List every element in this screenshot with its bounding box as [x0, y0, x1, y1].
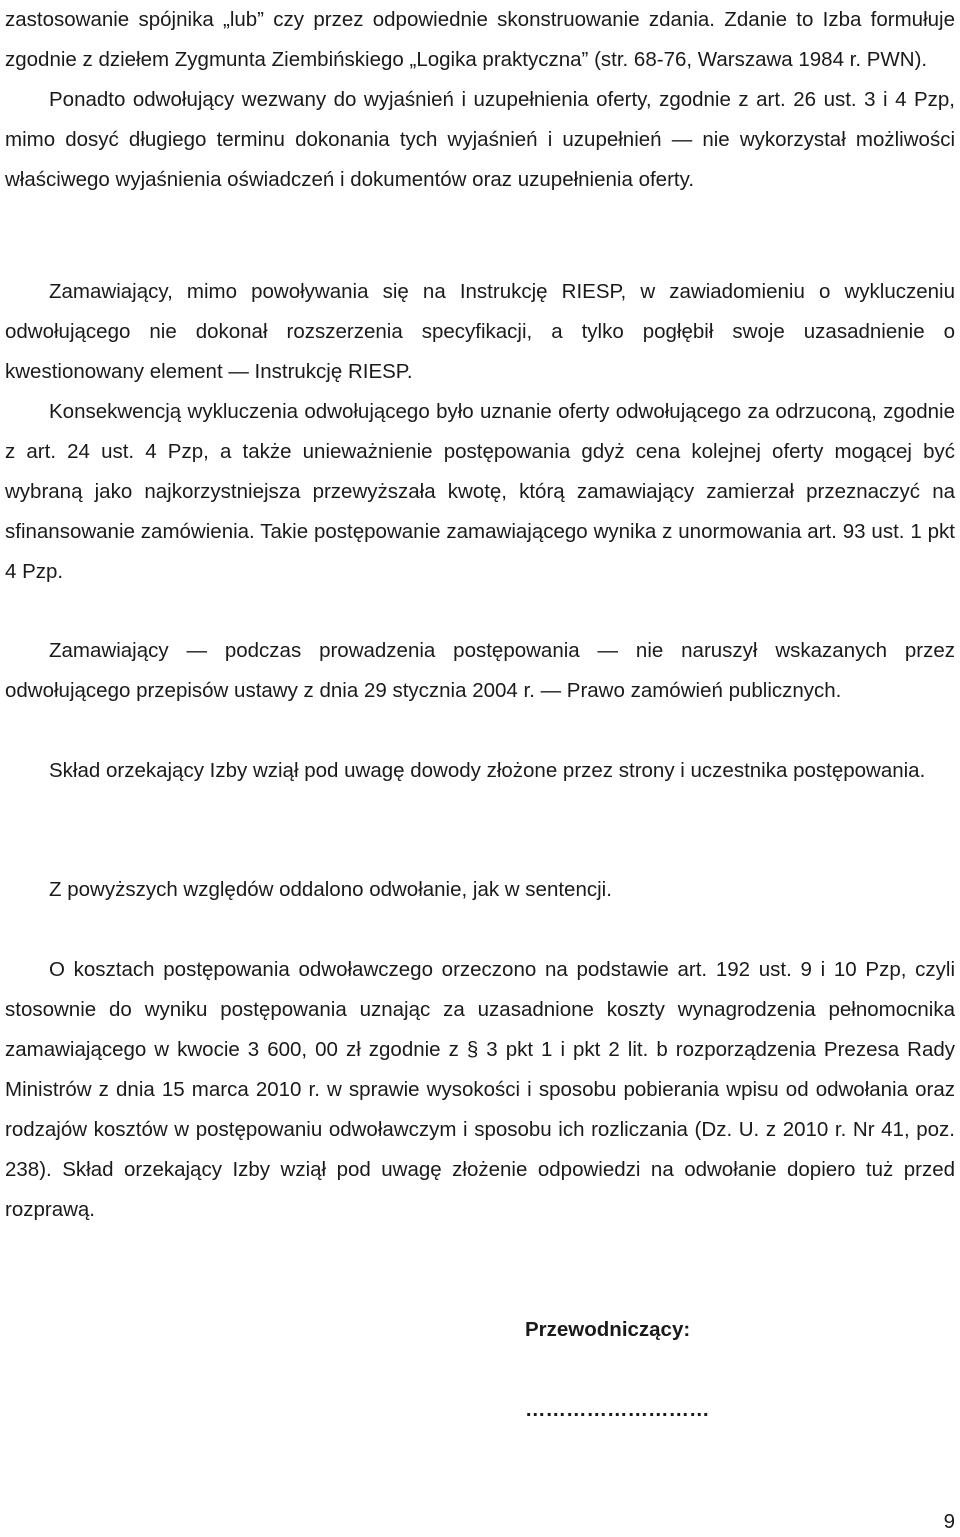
- paragraph-zamawiajacy-nie-naruszyl: Zamawiający — podczas prowadzenia postępowania — nie naruszył wskazanych przez odwołującego przepisów ustawy z dnia 29 stycznia 2004 r. — Prawo zamówień publicznych.: [5, 639, 955, 702]
- paragraph-oddalono-odwolanie: Z powyższych względów oddalono odwołanie, jak w sentencji.: [49, 878, 612, 901]
- paragraph-odwolujacy-wyjasnienia: Ponadto odwołujący wezwany do wyjaśnień i uzupełnienia oferty, zgodnie z art. 26 ust. 3 i 4 Pzp, mimo dosyć długiego terminu dokonania tych wyjaśnień i uzupełnień — nie wykorzystał możliwości właściwego wyjaśnienia oświadczeń i dokumentów oraz uzupełnienia oferty.: [5, 88, 955, 191]
- paragraph-instrukcja-riesp: Zamawiający, mimo powoływania się na Instrukcję RIESP, w zawiadomieniu o wykluczeniu odwołującego nie dokonał rozszerzenia specyfikacji, a tylko pogłębił swoje uzasadnienie o kwestionowany element — Instrukcję RIESP.: [5, 280, 955, 383]
- document-page: [5, 0, 955, 1537]
- page-number: 9: [943, 1510, 955, 1533]
- paragraph-continuation: zastosowanie spójnika „lub” czy przez odpowiednie skonstruowanie zdania. Zdanie to Izba formułuje zgodnie z dziełem Zygmunta Ziembińskiego „Logika praktyczna” (str. 68-76, Warszawa 1984 r. PWN).: [5, 8, 955, 71]
- paragraph-dowody: Skład orzekający Izby wziął pod uwagę dowody złożone przez strony i uczestnika postępowania.: [49, 759, 926, 782]
- signature-line: ………………………: [525, 1398, 710, 1421]
- paragraph-konsekwencja-wykluczenia: Konsekwencją wykluczenia odwołującego było uznanie oferty odwołującego za odrzuconą, zgodnie z art. 24 ust. 4 Pzp, a także unieważnienie postępowania gdyż cena kolejnej oferty mogącej być wybraną jako najkorzystniejsza przewyższała kwotę, którą zamawiający zamierzał przeznaczyć na sfinansowanie zamówienia. Takie postępowanie zamawiającego wynika z unormowania art. 93 ust. 1 pkt 4 Pzp.: [5, 400, 955, 583]
- signature-label: Przewodniczący:: [525, 1318, 691, 1341]
- paragraph-koszty: O kosztach postępowania odwoławczego orzeczono na podstawie art. 192 ust. 9 i 10 Pzp, czyli stosownie do wyniku postępowania uznając za uzasadnione koszty wynagrodzenia pełnomocnika zamawiającego w kwocie 3 600, 00 zł zgodnie z § 3 pkt 1 i pkt 2 lit. b rozporządzenia Prezesa Rady Ministrów z dnia 15 marca 2010 r. w sprawie wysokości i sposobu pobierania wpisu od odwołania oraz rodzajów kosztów w postępowaniu odwoławczym i sposobu ich rozliczania (Dz. U. z 2010 r. Nr 41, poz. 238). Skład orzekający Izby wziął pod uwagę złożenie odpowiedzi na odwołanie dopiero tuż przed rozprawą.: [5, 958, 955, 1221]
